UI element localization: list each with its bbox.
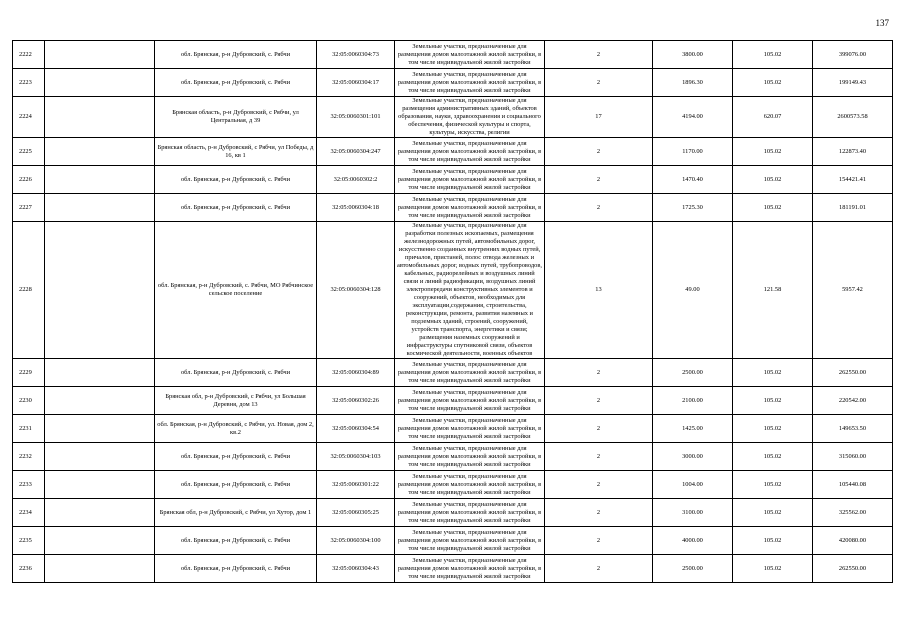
table-row [13, 194, 893, 222]
cell-specific-value: 121.58 [733, 222, 813, 359]
cell-cadastral-value: 262550.00 [813, 555, 893, 583]
table-row [13, 166, 893, 194]
cell-use-group: 2 [545, 471, 653, 499]
cell-permitted-use: Земельные участки, предназначенные для размещения домов малоэтажной жилой застройки, в том числе индивидуальной жилой застройки [395, 499, 545, 527]
cell-specific-value: 105.02 [733, 194, 813, 222]
cell-cadastral-number: 32:05:0060304:17 [317, 69, 395, 97]
cell-row-number: 2222 [13, 41, 45, 69]
cell-address: обл. Брянская, р-н Дубровский, с. Рябчи [155, 471, 317, 499]
cell-use-group: 2 [545, 387, 653, 415]
cell-cadastral-value: 149653.50 [813, 415, 893, 443]
cell-address: обл. Брянская, р-н Дубровский, с. Рябчи [155, 194, 317, 222]
cell-use-group: 2 [545, 527, 653, 555]
cell-row-number: 2223 [13, 69, 45, 97]
cell-area: 1004.00 [653, 471, 733, 499]
cell-permitted-use: Земельные участки, предназначенные для размещения домов малоэтажной жилой застройки, в том числе индивидуальной жилой застройки [395, 166, 545, 194]
table-row [13, 222, 893, 359]
table-row [13, 471, 893, 499]
cell-use-group: 2 [545, 41, 653, 69]
cell-row-number: 2224 [13, 97, 45, 138]
cell-address: Брянская область, р-н Дубровский, с Рябчи, ул Центральная, д 39 [155, 97, 317, 138]
cell-area: 2500.00 [653, 359, 733, 387]
cell-cadastral-value: 420080.00 [813, 527, 893, 555]
cell-cadastral-value: 122873.40 [813, 138, 893, 166]
cell-row-number: 2233 [13, 471, 45, 499]
cell-specific-value: 105.02 [733, 69, 813, 97]
cell-specific-value: 105.02 [733, 415, 813, 443]
cell-use-group: 2 [545, 499, 653, 527]
cell-cadastral-number: 32:05:0060304:128 [317, 222, 395, 359]
cell-address: обл. Брянская, р-н Дубровский, с. Рябчи [155, 69, 317, 97]
cell-empty [45, 527, 155, 555]
cell-empty [45, 138, 155, 166]
table-row [13, 359, 893, 387]
cell-row-number: 2235 [13, 527, 45, 555]
cell-cadastral-value: 315060.00 [813, 443, 893, 471]
cell-row-number: 2228 [13, 222, 45, 359]
cell-specific-value: 105.02 [733, 387, 813, 415]
cell-cadastral-value: 2600573.58 [813, 97, 893, 138]
cell-cadastral-number: 32:05:0060304:247 [317, 138, 395, 166]
cell-use-group: 2 [545, 69, 653, 97]
cell-address: обл. Брянская, р-н Дубровский, с. Рябчи [155, 41, 317, 69]
cell-permitted-use: Земельные участки, предназначенные для размещения домов малоэтажной жилой застройки, в том числе индивидуальной жилой застройки [395, 138, 545, 166]
cell-address: обл. Брянская, р-н Дубровский, с. Рябчи [155, 359, 317, 387]
cell-empty [45, 555, 155, 583]
cell-cadastral-number: 32:05:0060302:2 [317, 166, 395, 194]
cell-specific-value: 620.07 [733, 97, 813, 138]
cell-row-number: 2234 [13, 499, 45, 527]
land-registry-table [12, 40, 893, 583]
cell-permitted-use: Земельные участки, предназначенные для размещения домов малоэтажной жилой застройки, в том числе индивидуальной жилой застройки [395, 359, 545, 387]
cell-specific-value: 105.02 [733, 555, 813, 583]
cell-area: 2100.00 [653, 387, 733, 415]
cell-permitted-use: Земельные участки, предназначенные для размещения домов малоэтажной жилой застройки, в том числе индивидуальной жилой застройки [395, 471, 545, 499]
cell-area: 2500.00 [653, 555, 733, 583]
cell-permitted-use: Земельные участки, предназначенные для разработки полезных ископаемых, размещения железнодорожных путей, автомобильных дорог, искусственно созданных внутренних водных путей, причалов, пристаней, полос отвода железных и автомобильных дорог, водных путей, трубопроводов, кабельных, радиорелейных и воздушных линий связи и линий радиофикации, воздушных линий электропередачи конструктивных элементов и сооружений, объектов, необходимых для эксплуатации,содержания, строительства, реконструкции, ремонта, развития наземных и подземных зданий, строений, сооружений, устройств транспорта, энергетики и связи; размещения наземных сооружений и инфраструктуры спутниковой связи, объектов космической деятельности, военных объектов [395, 222, 545, 359]
cell-cadastral-number: 32:05:0060305:25 [317, 499, 395, 527]
cell-permitted-use: Земельные участки, предназначенные для размещения домов малоэтажной жилой застройки, в том числе индивидуальной жилой застройки [395, 387, 545, 415]
table-row [13, 138, 893, 166]
cell-specific-value: 105.02 [733, 359, 813, 387]
cell-permitted-use: Земельные участки, предназначенные для размещения домов малоэтажной жилой застройки, в том числе индивидуальной жилой застройки [395, 443, 545, 471]
cell-empty [45, 415, 155, 443]
cell-use-group: 17 [545, 97, 653, 138]
cell-area: 3100.00 [653, 499, 733, 527]
cell-address: Брянская обл, р-н Дубровский, с Рябчи, ул Хутор, дом 1 [155, 499, 317, 527]
cell-use-group: 2 [545, 194, 653, 222]
cell-empty [45, 443, 155, 471]
cell-empty [45, 194, 155, 222]
cell-cadastral-value: 262550.00 [813, 359, 893, 387]
cell-permitted-use: Земельные участки, предназначенные для размещения домов малоэтажной жилой застройки, в том числе индивидуальной жилой застройки [395, 194, 545, 222]
cell-use-group: 2 [545, 359, 653, 387]
cell-row-number: 2230 [13, 387, 45, 415]
cell-cadastral-number: 32:05:0060302:26 [317, 387, 395, 415]
table-row [13, 527, 893, 555]
page-number: 137 [875, 18, 889, 28]
cell-permitted-use: Земельные участки, предназначенные для размещения домов малоэтажной жилой застройки, в том числе индивидуальной жилой застройки [395, 41, 545, 69]
cell-cadastral-number: 32:05:0060304:73 [317, 41, 395, 69]
cell-cadastral-number: 32:05:0060301:101 [317, 97, 395, 138]
cell-use-group: 2 [545, 138, 653, 166]
cell-address: обл. Брянская, р-н Дубровский, с. Рябчи [155, 166, 317, 194]
cell-use-group: 2 [545, 555, 653, 583]
cell-permitted-use: Земельные участки, предназначенные для размещения домов малоэтажной жилой застройки, в том числе индивидуальной жилой застройки [395, 527, 545, 555]
table-row [13, 97, 893, 138]
cell-empty [45, 97, 155, 138]
cell-row-number: 2227 [13, 194, 45, 222]
cell-empty [45, 222, 155, 359]
cell-permitted-use: Земельные участки, предназначенные для размещения домов малоэтажной жилой застройки, в том числе индивидуальной жилой застройки [395, 555, 545, 583]
cell-cadastral-number: 32:05:0060304:18 [317, 194, 395, 222]
cell-cadastral-value: 220542.00 [813, 387, 893, 415]
cell-row-number: 2231 [13, 415, 45, 443]
cell-cadastral-number: 32:05:0060304:43 [317, 555, 395, 583]
cell-empty [45, 166, 155, 194]
cell-area: 3000.00 [653, 443, 733, 471]
cell-row-number: 2232 [13, 443, 45, 471]
cell-specific-value: 105.02 [733, 443, 813, 471]
cell-specific-value: 105.02 [733, 138, 813, 166]
cell-area: 1725.30 [653, 194, 733, 222]
cell-use-group: 13 [545, 222, 653, 359]
cell-area: 1470.40 [653, 166, 733, 194]
cell-cadastral-value: 105440.08 [813, 471, 893, 499]
cell-address: Брянская область, р-н Дубровский, с Рябчи, ул Победы, д 16, кв 1 [155, 138, 317, 166]
cell-specific-value: 105.02 [733, 41, 813, 69]
cell-cadastral-number: 32:05:0060301:22 [317, 471, 395, 499]
cell-area: 3800.00 [653, 41, 733, 69]
cell-empty [45, 41, 155, 69]
cell-area: 1425.00 [653, 415, 733, 443]
cell-area: 4194.00 [653, 97, 733, 138]
cell-specific-value: 105.02 [733, 499, 813, 527]
cell-cadastral-value: 399076.00 [813, 41, 893, 69]
cell-cadastral-number: 32:05:0060304:103 [317, 443, 395, 471]
cell-cadastral-number: 32:05:0060304:54 [317, 415, 395, 443]
table-row [13, 555, 893, 583]
cell-address: Брянская обл, р-н Дубровский, с Рябчи, ул Большая Деревня, дом 13 [155, 387, 317, 415]
cell-permitted-use: Земельные участки, предназначенные для размещения домов малоэтажной жилой застройки, в том числе индивидуальной жилой застройки [395, 69, 545, 97]
cell-address: обл. Брянская, р-н Дубровский, с. Рябчи [155, 555, 317, 583]
cell-cadastral-value: 181191.01 [813, 194, 893, 222]
cell-cadastral-value: 199149.43 [813, 69, 893, 97]
cell-use-group: 2 [545, 166, 653, 194]
cell-cadastral-value: 154421.41 [813, 166, 893, 194]
cell-empty [45, 69, 155, 97]
table-body [13, 41, 893, 583]
cell-address: обл. Брянская, р-н Дубровский, с. Рябчи [155, 527, 317, 555]
cell-area: 49.00 [653, 222, 733, 359]
cell-row-number: 2236 [13, 555, 45, 583]
cell-permitted-use: Земельные участки, предназначенные для размещения административных зданий, объектов образования, науки, здравоохранения и социального обеспечения, физической культуры и спорта, культуры, искусства, религии [395, 97, 545, 138]
cell-area: 4000.00 [653, 527, 733, 555]
table-row [13, 69, 893, 97]
cell-address: обл. Брянская, р-н Дубровский, с Рябчи, ул. Новая, дом 2, кв.2 [155, 415, 317, 443]
cell-cadastral-number: 32:05:0060304:100 [317, 527, 395, 555]
cell-area: 1896.30 [653, 69, 733, 97]
cell-cadastral-value: 5957.42 [813, 222, 893, 359]
cell-address: обл. Брянская, р-н Дубровский, с. Рябчи [155, 443, 317, 471]
cell-permitted-use: Земельные участки, предназначенные для размещения домов малоэтажной жилой застройки, в том числе индивидуальной жилой застройки [395, 415, 545, 443]
cell-specific-value: 105.02 [733, 471, 813, 499]
cell-use-group: 2 [545, 443, 653, 471]
table-row [13, 41, 893, 69]
cell-area: 1170.00 [653, 138, 733, 166]
table-row [13, 443, 893, 471]
cell-address: обл. Брянская, р-н Дубровский, с. Рябчи, МО Рябчинское сельское поселение [155, 222, 317, 359]
cell-empty [45, 359, 155, 387]
cell-empty [45, 499, 155, 527]
cell-empty [45, 471, 155, 499]
cell-row-number: 2229 [13, 359, 45, 387]
cell-row-number: 2225 [13, 138, 45, 166]
cell-empty [45, 387, 155, 415]
table-row [13, 387, 893, 415]
table-row [13, 499, 893, 527]
cell-specific-value: 105.02 [733, 527, 813, 555]
cell-specific-value: 105.02 [733, 166, 813, 194]
cell-cadastral-number: 32:05:0060304:89 [317, 359, 395, 387]
cell-use-group: 2 [545, 415, 653, 443]
cell-cadastral-value: 325562.00 [813, 499, 893, 527]
cell-row-number: 2226 [13, 166, 45, 194]
table-row [13, 415, 893, 443]
